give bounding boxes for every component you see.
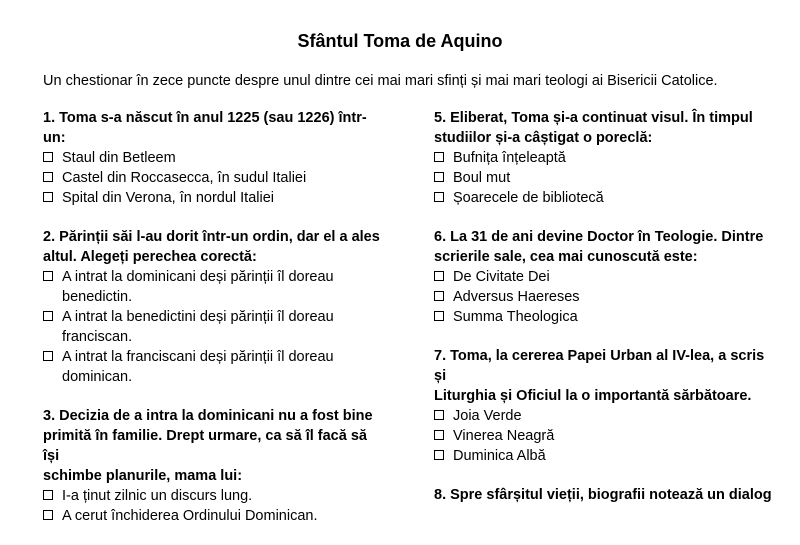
- question-line: scrierile sale, cea mai cunoscută este:: [434, 249, 698, 265]
- answer-option-label: De Civitate Dei: [453, 269, 550, 285]
- answer-option-label: A intrat la dominicani deși părinții îl doreau: [62, 269, 334, 285]
- answer-option-label: franciscan.: [62, 329, 133, 345]
- checkbox[interactable]: [43, 510, 53, 520]
- answer-options: [43, 148, 383, 208]
- answer-option-label: A intrat la benedictini deși părinții îl doreau: [62, 309, 334, 325]
- answer-option[interactable]: [43, 148, 383, 168]
- question-line: schimbe planurile, mama lui:: [43, 468, 243, 484]
- left-column: [43, 108, 383, 545]
- question-text: [43, 406, 383, 486]
- question-line: Liturghia și Oficiul la o importantă sărbătoare.: [434, 388, 752, 404]
- checkbox[interactable]: [43, 271, 53, 281]
- checkbox[interactable]: [43, 351, 53, 361]
- answer-option-label: Bufnița înțeleaptă: [453, 150, 566, 166]
- answer-option[interactable]: [434, 188, 774, 208]
- answer-option[interactable]: [43, 267, 383, 307]
- answer-options: [434, 267, 774, 327]
- checkbox[interactable]: [434, 172, 444, 182]
- question-line: 5. Eliberat, Toma și-a continuat visul. În timpul: [434, 110, 753, 126]
- checkbox[interactable]: [434, 271, 444, 281]
- question-block: [434, 485, 774, 505]
- question-text: [434, 227, 774, 267]
- question-line: 3. Decizia de a intra la dominicani nu a fost bine: [43, 408, 373, 424]
- answer-option[interactable]: [43, 506, 383, 526]
- answer-option[interactable]: [43, 307, 383, 347]
- intro-text: Un chestionar în zece puncte despre unul dintre cei mai mari sfinți și mai mari teologi ai Bisericii Catolice.: [43, 73, 718, 89]
- answer-option-label: Joia Verde: [453, 408, 522, 424]
- answer-option-label: Șoarecele de bibliotecă: [453, 190, 604, 206]
- answer-option-label: Duminica Albă: [453, 448, 546, 464]
- question-line: 2. Părinții săi l-au dorit într-un ordin, dar el a ales: [43, 229, 380, 245]
- question-text: [43, 108, 383, 148]
- answer-option-label: I-a ținut zilnic un discurs lung.: [62, 488, 253, 504]
- question-line: 8. Spre sfârșitul vieții, biografii notează un dialog: [434, 487, 772, 503]
- checkbox[interactable]: [434, 192, 444, 202]
- answer-option[interactable]: [434, 406, 774, 426]
- question-text: [434, 485, 774, 505]
- answer-option[interactable]: [43, 347, 383, 387]
- checkbox[interactable]: [43, 311, 53, 321]
- answer-option[interactable]: [434, 287, 774, 307]
- checkbox[interactable]: [434, 311, 444, 321]
- question-block: [43, 406, 383, 526]
- answer-options: [434, 148, 774, 208]
- answer-option[interactable]: [434, 446, 774, 466]
- question-block: [434, 108, 774, 208]
- answer-option-label: A intrat la franciscani deși părinții îl doreau: [62, 349, 334, 365]
- question-block: [43, 108, 383, 208]
- checkbox[interactable]: [434, 410, 444, 420]
- question-block: [43, 227, 383, 387]
- answer-option-label: Boul mut: [453, 170, 511, 186]
- question-block: [434, 227, 774, 327]
- right-column: [434, 108, 774, 524]
- answer-options: [434, 406, 774, 466]
- checkbox[interactable]: [434, 430, 444, 440]
- answer-option-label: Castel din Roccasecca, în sudul Italiei: [62, 170, 307, 186]
- answer-option-label: Adversus Haereses: [453, 289, 580, 305]
- answer-options: [43, 267, 383, 387]
- answer-option-label: Vinerea Neagră: [453, 428, 555, 444]
- question-line: 1. Toma s-a născut în anul 1225 (sau 1226) într-un:: [43, 110, 367, 146]
- question-line: altul. Alegeți perechea corectă:: [43, 249, 257, 265]
- checkbox[interactable]: [43, 172, 53, 182]
- answer-option-label: dominican.: [62, 369, 133, 385]
- answer-option-label: benedictin.: [62, 289, 133, 305]
- answer-option[interactable]: [434, 426, 774, 446]
- checkbox[interactable]: [434, 152, 444, 162]
- question-line: 7. Toma, la cererea Papei Urban al IV-lea, a scris și: [434, 348, 765, 384]
- checkbox[interactable]: [43, 490, 53, 500]
- answer-option-label: A cerut închiderea Ordinului Dominican.: [62, 508, 318, 524]
- answer-option[interactable]: [43, 168, 383, 188]
- answer-option-label: Staul din Betleem: [62, 150, 176, 166]
- question-text: [434, 108, 774, 148]
- checkbox[interactable]: [43, 152, 53, 162]
- question-text: [43, 227, 383, 267]
- answer-option[interactable]: [434, 148, 774, 168]
- answer-option-label: Summa Theologica: [453, 309, 578, 325]
- question-text: [434, 346, 774, 406]
- answer-option[interactable]: [43, 486, 383, 506]
- question-line: primită în familie. Drept urmare, ca să îl facă să își: [43, 428, 367, 464]
- question-line: 6. La 31 de ani devine Doctor în Teologie. Dintre: [434, 229, 764, 245]
- answer-option[interactable]: [434, 307, 774, 327]
- checkbox[interactable]: [434, 450, 444, 460]
- checkbox[interactable]: [434, 291, 444, 301]
- answer-option[interactable]: [434, 168, 774, 188]
- checkbox[interactable]: [43, 192, 53, 202]
- question-block: [434, 346, 774, 466]
- answer-option[interactable]: [434, 267, 774, 287]
- answer-option-label: Spital din Verona, în nordul Italiei: [62, 190, 274, 206]
- page-title: Sfântul Toma de Aquino: [297, 31, 503, 51]
- question-line: studiilor și-a câștigat o poreclă:: [434, 130, 653, 146]
- answer-option[interactable]: [43, 188, 383, 208]
- answer-options: [43, 486, 383, 526]
